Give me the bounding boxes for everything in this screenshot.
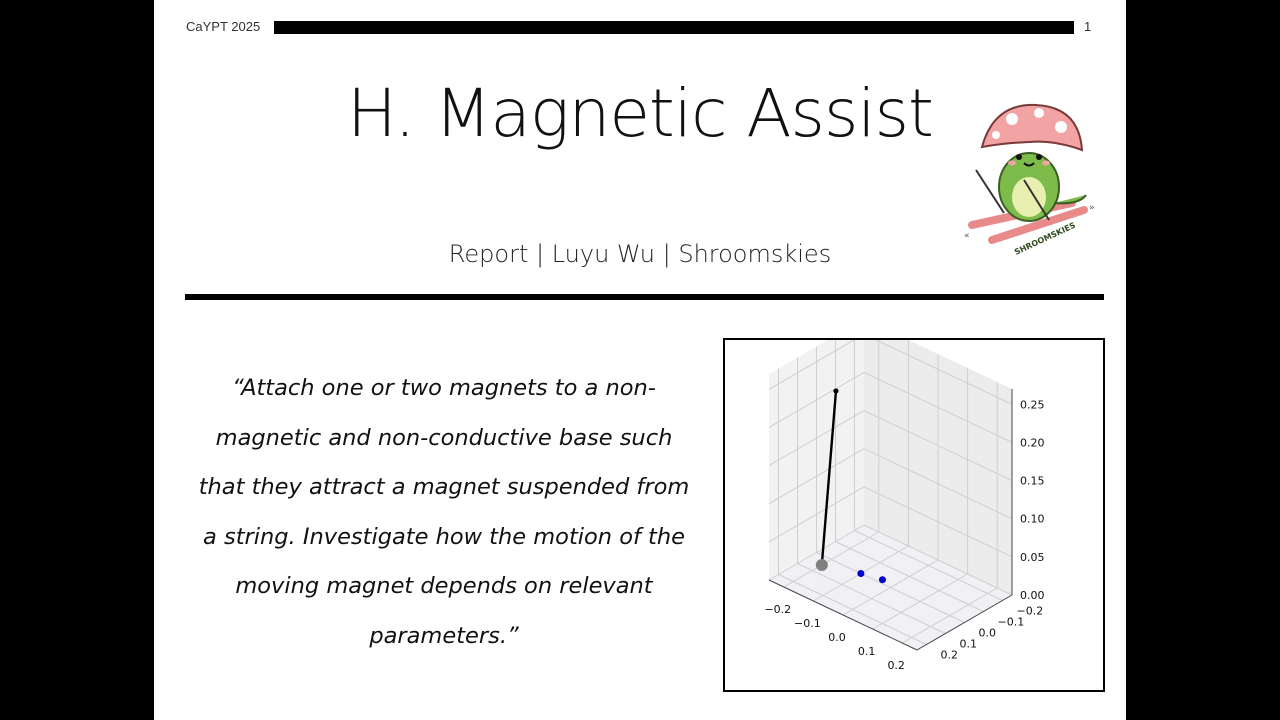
- page-number: 1: [1084, 19, 1092, 34]
- problem-statement-quote: “Attach one or two magnets to a non-magnetic and non-conductive base such that they attract a magnet suspended from a string. Investigate how the motion of the moving magnet depends on relevant parameters.”: [198, 375, 690, 649]
- y-tick-label: −0.1: [997, 615, 1025, 629]
- y-tick-label: 0.1: [959, 637, 977, 651]
- plot-3d: [725, 340, 1103, 690]
- pivot-point: [833, 388, 838, 393]
- mascot-sticker: [954, 95, 1104, 265]
- y-tick-label: −0.2: [1016, 604, 1044, 618]
- x-tick-label: 0.2: [887, 659, 905, 672]
- x-tick-label: −0.1: [794, 617, 821, 630]
- x-tick-label: 0.0: [828, 631, 846, 644]
- slide-title: H. Magnetic Assist: [347, 75, 933, 152]
- z-tick-label: 0.10: [1020, 512, 1045, 526]
- z-tick-label: 0.15: [1020, 474, 1045, 488]
- svg-text:SHROOMSKIES: SHROOMSKIES: [1013, 220, 1077, 257]
- slide-subtitle: Report | Luyu Wu | Shroomskies: [448, 240, 832, 268]
- x-tick-label: −0.2: [764, 603, 792, 616]
- base-magnets-point: [879, 576, 886, 583]
- z-tick-label: 0.05: [1020, 550, 1045, 564]
- conference-label: CaYPT 2025: [186, 19, 261, 34]
- header-bar: [274, 21, 1074, 34]
- y-tick-label: 0.2: [940, 648, 958, 662]
- y-tick-label: 0.0: [978, 626, 996, 640]
- title-divider: [185, 294, 1104, 300]
- pendulum-magnet-point: [816, 559, 828, 571]
- z-tick-label: 0.20: [1020, 436, 1045, 450]
- z-tick-label: 0.00: [1020, 589, 1045, 602]
- slide: [154, 0, 1126, 720]
- svg-text:»: »: [1089, 203, 1095, 213]
- base-magnets-point: [857, 570, 864, 577]
- x-tick-label: 0.1: [857, 645, 876, 658]
- svg-text:«: «: [964, 231, 970, 241]
- plot-3d-frame: [723, 338, 1105, 692]
- mushroom-dinosaur-skier-icon: [954, 95, 1104, 265]
- z-tick-label: 0.25: [1020, 398, 1045, 412]
